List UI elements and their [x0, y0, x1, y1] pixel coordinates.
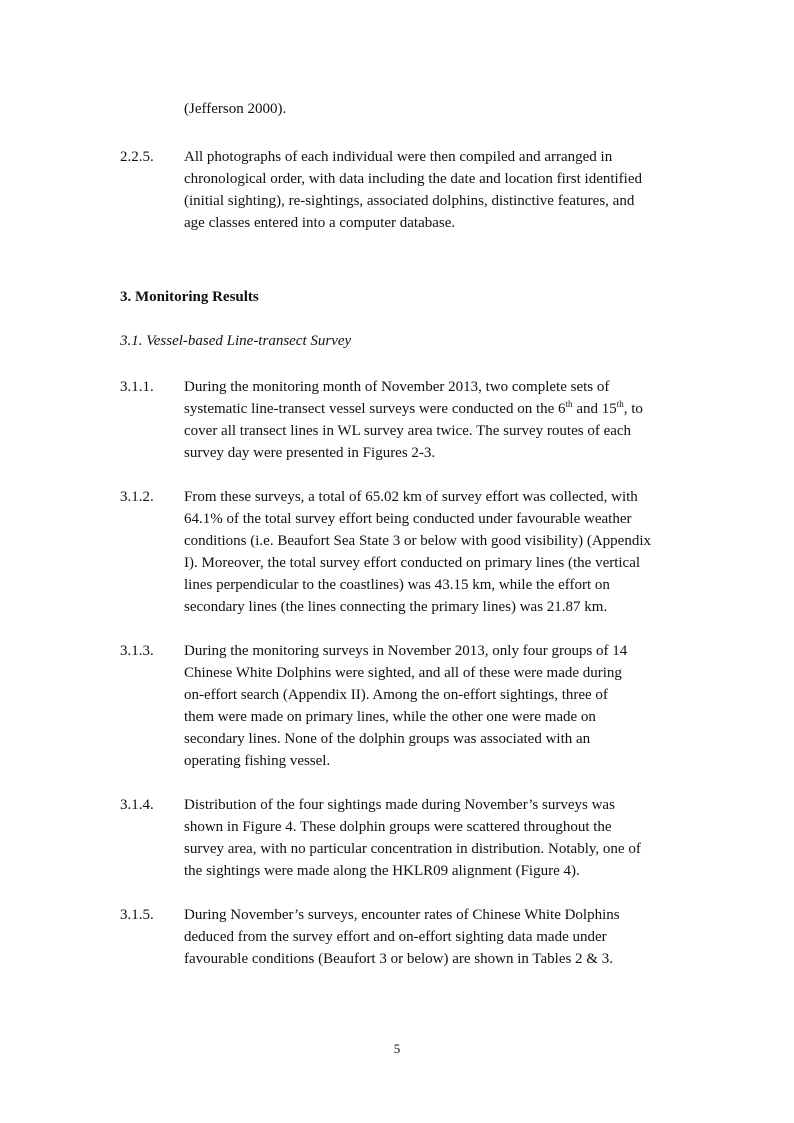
- paragraph-line: shown in Figure 4. These dolphin groups were scattered throughout the: [184, 819, 612, 835]
- text-run: and 15: [572, 401, 617, 417]
- paragraph-line: conditions (i.e. Beaufort Sea State 3 or below with good visibility) (Appendix: [184, 533, 652, 549]
- paragraph-line: secondary lines (the lines connecting the primary lines) was 21.87 km.: [184, 599, 608, 615]
- paragraph-line: lines perpendicular to the coastlines) was 43.15 km, while the effort on: [184, 577, 610, 593]
- paragraph-line: on-effort search (Appendix II). Among the on-effort sightings, three of: [184, 687, 608, 703]
- ordinal-suffix: th: [565, 399, 573, 409]
- paragraph-number: 2.2.5.: [120, 149, 154, 165]
- paragraph-body: [184, 486, 700, 618]
- page-number: 5: [393, 1041, 401, 1056]
- paragraph-number: 3.1.1.: [120, 379, 154, 395]
- paragraph-line: Chinese White Dolphins were sighted, and all of these were made during: [184, 665, 622, 681]
- paragraph-line: cover all transect lines in WL survey area twice. The survey routes of each: [184, 423, 632, 439]
- paragraph-line: survey day were presented in Figures 2-3.: [184, 445, 436, 461]
- paragraph-line: deduced from the survey effort and on-effort sighting data made under: [184, 929, 607, 945]
- paragraph-line: chronological order, with data including the date and location first identified: [184, 171, 643, 187]
- text-run: systematic line-transect vessel surveys were conducted on the 6: [184, 401, 566, 417]
- ordinal-suffix: th: [616, 399, 624, 409]
- paragraph-line: All photographs of each individual were then compiled and arranged in: [184, 149, 613, 165]
- paragraph-line: age classes entered into a computer database.: [184, 215, 456, 231]
- paragraph-line: From these surveys, a total of 65.02 km of survey effort was collected, with: [184, 489, 638, 505]
- paragraph-number: 3.1.2.: [120, 489, 154, 505]
- paragraph-line: Distribution of the four sightings made during November’s surveys was: [184, 797, 615, 813]
- paragraph-number: 3.1.3.: [120, 643, 154, 659]
- paragraph-line: (initial sighting), re-sightings, associated dolphins, distinctive features, and: [184, 193, 635, 209]
- paragraph-line: [184, 398, 700, 420]
- paragraph-line: favourable conditions (Beaufort 3 or below) are shown in Tables 2 & 3.: [184, 951, 613, 967]
- paragraph-line: survey area, with no particular concentration in distribution. Notably, one of: [184, 841, 641, 857]
- paragraph-body: [184, 640, 700, 772]
- paragraph-number: 3.1.5.: [120, 907, 154, 923]
- paragraph-line: operating fishing vessel.: [184, 753, 331, 769]
- text-run: , to: [623, 401, 643, 417]
- paragraph-line: During November’s surveys, encounter rates of Chinese White Dolphins: [184, 907, 620, 923]
- paragraph-body: [184, 794, 700, 882]
- section-heading: 3. Monitoring Results: [120, 289, 259, 305]
- paragraph-line: 64.1% of the total survey effort being conducted under favourable weather: [184, 511, 632, 527]
- continuation-text: (Jefferson 2000).: [184, 101, 287, 117]
- paragraph-line: them were made on primary lines, while the other one were made on: [184, 709, 596, 725]
- paragraph-line: the sightings were made along the HKLR09 alignment (Figure 4).: [184, 863, 580, 879]
- paragraph-line: During the monitoring surveys in November 2013, only four groups of 14: [184, 643, 628, 659]
- paragraph-body: [184, 146, 700, 234]
- paragraph-number: 3.1.4.: [120, 797, 154, 813]
- paragraph-line: During the monitoring month of November 2013, two complete sets of: [184, 379, 610, 395]
- paragraph-line: secondary lines. None of the dolphin groups was associated with an: [184, 731, 591, 747]
- paragraph-body: [184, 376, 700, 464]
- subsection-heading: 3.1. Vessel-based Line-transect Survey: [120, 333, 352, 349]
- paragraph-line: I). Moreover, the total survey effort conducted on primary lines (the vertical: [184, 555, 641, 571]
- paragraph-body: [184, 904, 700, 970]
